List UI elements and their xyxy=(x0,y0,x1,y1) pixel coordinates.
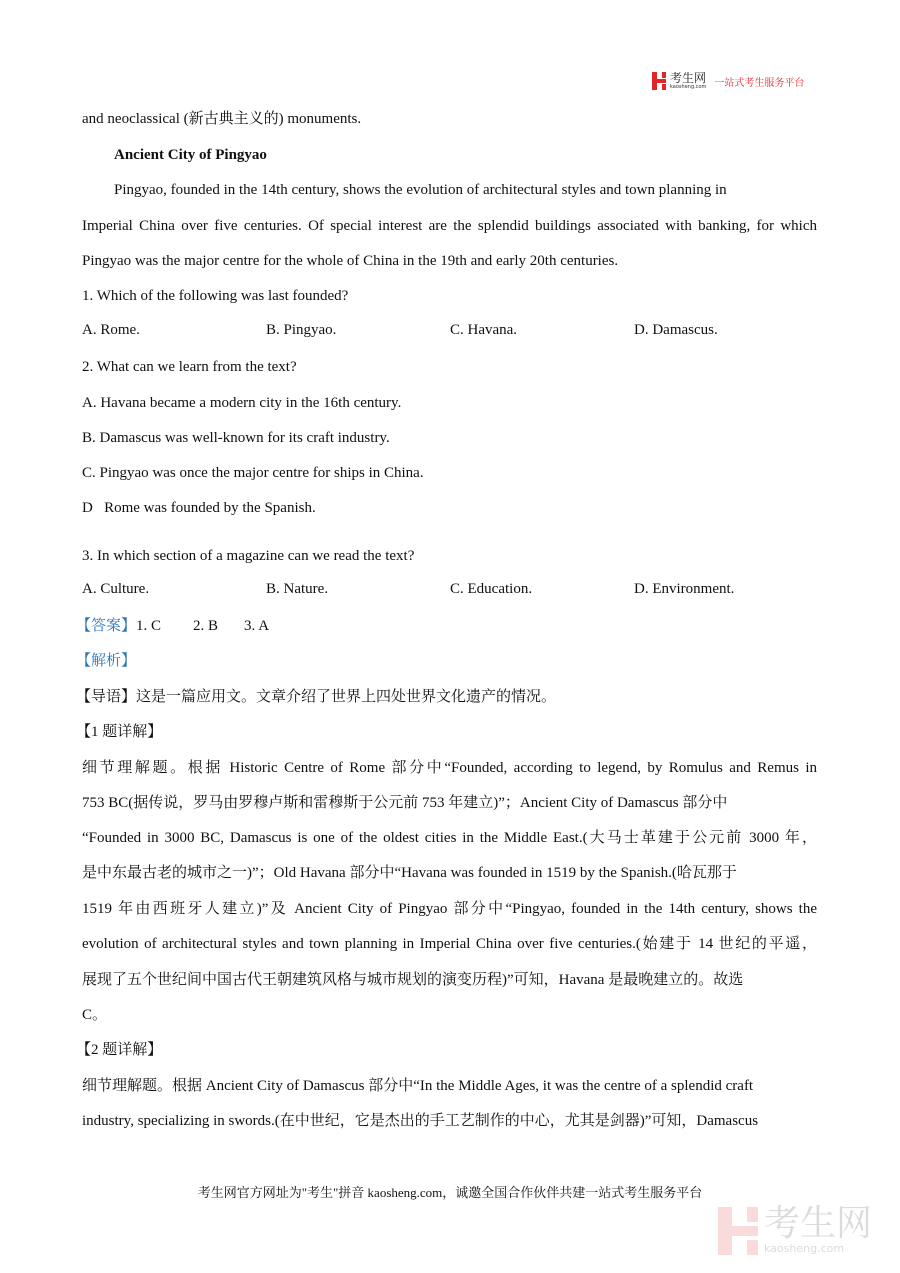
detail-1-heading: 【1 题详解】 xyxy=(76,724,163,740)
watermark: 考生网 kaosheng.com xyxy=(718,1206,872,1255)
option-b: B. Nature. xyxy=(266,581,329,597)
section-heading: Ancient City of Pingyao xyxy=(114,147,267,163)
text-line: evolution of architectural styles and town planning in Imperial China over five centuries.(始建于 14 世纪的平遥， xyxy=(82,936,817,952)
watermark-logo-icon xyxy=(718,1207,758,1255)
option-a: A. Rome. xyxy=(82,322,140,338)
option-a: A. Havana became a modern city in the 16th century. xyxy=(82,395,402,411)
text-line: Pingyao, founded in the 14th century, shows the evolution of architectural styles and town planning in xyxy=(114,182,727,198)
option-c: C. Education. xyxy=(450,581,533,597)
text-line: “Founded in 3000 BC, Damascus is one of the oldest cities in the Middle East.(大马士革建于公元前 3000 年， xyxy=(82,830,817,846)
text-line: Imperial China over five centuries. Of special interest are the splendid buildings associated with banking, for which xyxy=(82,218,817,234)
question-3: 3. In which section of a magazine can we read the text? xyxy=(82,548,415,564)
question-1: 1. Which of the following was last founded? xyxy=(82,288,349,304)
logo-mark-icon xyxy=(652,72,666,90)
text-line: 细节理解题。根据 Historic Centre of Rome 部分中“Founded, according to legend, by Romulus and Remus in xyxy=(82,760,817,776)
slogan: 一站式考生服务平台 xyxy=(714,77,805,89)
answer-label: 【答案】 xyxy=(76,618,137,634)
option-b: B. Damascus was well-known for its craft industry. xyxy=(82,430,390,446)
text-line: 展现了五个世纪间中国古代王朝建筑风格与城市规划的演变历程)”可知，Havana 是最晚建立的。故选 xyxy=(82,972,744,988)
text-line: 细节理解题。根据 Ancient City of Damascus 部分中“In the Middle Ages, it was the centre of a splendid craft xyxy=(82,1078,754,1094)
answer-line: 【答案】1. C 2. B 3. A xyxy=(76,618,270,634)
text-line: and neoclassical (新古典主义的) monuments. xyxy=(82,111,362,127)
option-d: D Rome was founded by the Spanish. xyxy=(82,500,316,516)
question-2: 2. What can we learn from the text? xyxy=(82,359,297,375)
text-line: C。 xyxy=(82,1007,108,1023)
option-d: D. Environment. xyxy=(634,581,735,597)
footer-text: 考生网官方网址为"考生"拼音 kaosheng.com，诚邀全国合作伙伴共建一站式考生服务平台 xyxy=(197,1185,703,1200)
option-a: A. Culture. xyxy=(82,581,150,597)
option-d: D. Damascus. xyxy=(634,322,718,338)
text-line: 1519 年由西班牙人建立)”及 Ancient City of Pingyao 部分中“Pingyao, founded in the 14th century, shows the xyxy=(82,901,817,917)
detail-2-heading: 【2 题详解】 xyxy=(76,1042,163,1058)
analysis-label: 【解析】 xyxy=(76,653,137,669)
option-b: B. Pingyao. xyxy=(266,322,337,338)
intro-line: 【导语】这是一篇应用文。文章介绍了世界上四处世界文化遗产的情况。 xyxy=(76,689,557,705)
text-line: 是中东最古老的城市之一)”；Old Havana 部分中“Havana was founded in 1519 by the Spanish.(哈瓦那于 xyxy=(82,865,737,881)
kaosheng-logo: 考生网 kaosheng.com 一站式考生服务平台 xyxy=(652,72,804,90)
option-c: C. Pingyao was once the major centre for ships in China. xyxy=(82,465,424,481)
text-line: 753 BC(据传说，罗马由罗穆卢斯和雷穆斯于公元前 753 年建立)”；Ancient City of Damascus 部分中 xyxy=(82,795,728,811)
text-line: Pingyao was the major centre for the whole of China in the 19th and early 20th centuries. xyxy=(82,253,619,269)
option-c: C. Havana. xyxy=(450,322,518,338)
text-line: industry, specializing in swords.(在中世纪，它是杰出的手工艺制作的中心，尤其是剑器)”可知，Damascus xyxy=(82,1113,759,1129)
